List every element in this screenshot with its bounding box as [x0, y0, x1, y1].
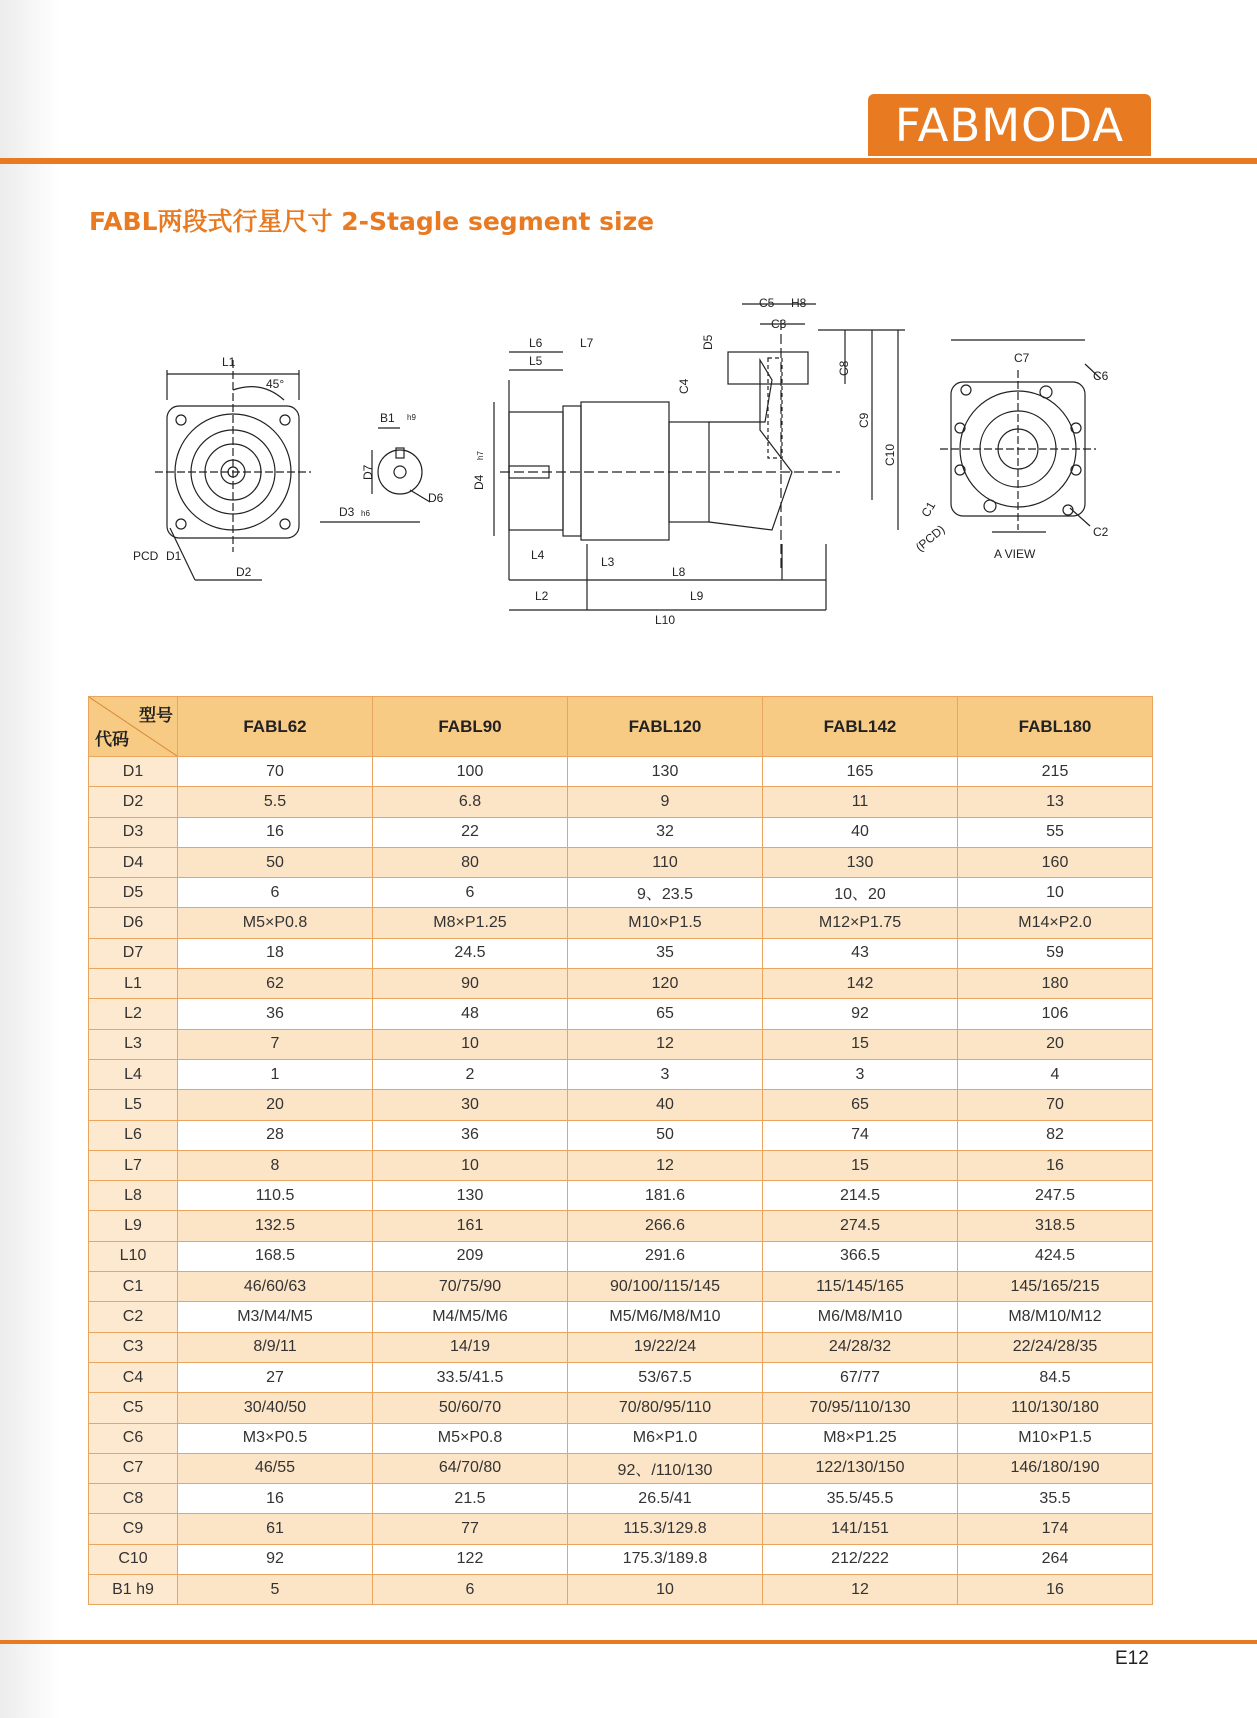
side-view: [494, 304, 905, 610]
table-cell: 10: [958, 878, 1153, 908]
table-cell: 50/60/70: [373, 1393, 568, 1423]
footer-rule: [0, 1640, 1257, 1644]
label-h9: h9: [407, 413, 416, 422]
table-cell: M8/M10/M12: [958, 1302, 1153, 1332]
row-code: C4: [89, 1362, 178, 1392]
table-cell: 92: [178, 1544, 373, 1574]
table-cell: 22: [373, 817, 568, 847]
label-l5: L5: [529, 354, 543, 368]
table-row: [89, 878, 1153, 908]
table-cell: M10×P1.5: [568, 908, 763, 938]
section-title: FABL两段式行星尺寸 2-Stagle segment size: [89, 207, 655, 236]
table-cell: 16: [958, 1150, 1153, 1180]
table-cell: 16: [178, 1484, 373, 1514]
table-cell: 181.6: [568, 1181, 763, 1211]
label-45: 45°: [266, 377, 285, 391]
table-cell: 424.5: [958, 1241, 1153, 1271]
table-cell: 6: [178, 878, 373, 908]
row-code: D3: [89, 817, 178, 847]
row-code: C7: [89, 1453, 178, 1483]
table-cell: 106: [958, 999, 1153, 1029]
table-cell: 130: [568, 757, 763, 787]
table-cell: 22/24/28/35: [958, 1332, 1153, 1362]
table-cell: 215: [958, 757, 1153, 787]
table-cell: M5/M6/M8/M10: [568, 1302, 763, 1332]
row-code: D6: [89, 908, 178, 938]
label-h6: h6: [361, 509, 370, 518]
table-row: [89, 817, 1153, 847]
table-cell: 32: [568, 817, 763, 847]
table-cell: 70/80/95/110: [568, 1393, 763, 1423]
table-cell: 366.5: [763, 1241, 958, 1271]
table-cell: 209: [373, 1241, 568, 1271]
label-c4: C4: [677, 378, 691, 394]
spec-table-body: [89, 757, 1153, 1605]
table-row: [89, 1150, 1153, 1180]
table-cell: 9、23.5: [568, 878, 763, 908]
table-cell: 24/28/32: [763, 1332, 958, 1362]
table-cell: 10: [373, 1029, 568, 1059]
table-cell: 65: [568, 999, 763, 1029]
label-b1: B1: [380, 411, 395, 425]
spec-table: [88, 696, 1153, 1605]
table-cell: 318.5: [958, 1211, 1153, 1241]
table-cell: 21.5: [373, 1484, 568, 1514]
corner-model-label: 型号: [139, 706, 173, 725]
label-c2: C2: [1093, 525, 1109, 539]
label-c6: C6: [1093, 369, 1109, 383]
table-cell: 168.5: [178, 1241, 373, 1271]
table-cell: 74: [763, 1120, 958, 1150]
table-cell: 274.5: [763, 1211, 958, 1241]
table-header-row: [89, 697, 1153, 757]
table-cell: 50: [568, 1120, 763, 1150]
table-cell: 6: [373, 878, 568, 908]
table-cell: 115.3/129.8: [568, 1514, 763, 1544]
page-edge-shade: [0, 0, 60, 1718]
table-cell: 40: [763, 817, 958, 847]
table-row: [89, 1484, 1153, 1514]
table-cell: 12: [568, 1150, 763, 1180]
label-l2: L2: [535, 589, 549, 603]
table-cell: 120: [568, 969, 763, 999]
table-cell: 46/55: [178, 1453, 373, 1483]
table-cell: 90: [373, 969, 568, 999]
row-code: L7: [89, 1150, 178, 1180]
table-cell: M3/M4/M5: [178, 1302, 373, 1332]
label-l4: L4: [531, 548, 545, 562]
row-code: C8: [89, 1484, 178, 1514]
table-cell: M5×P0.8: [178, 908, 373, 938]
table-cell: M6/M8/M10: [763, 1302, 958, 1332]
row-code: L2: [89, 999, 178, 1029]
table-cell: 70/75/90: [373, 1272, 568, 1302]
table-cell: 15: [763, 1029, 958, 1059]
table-cell: 61: [178, 1514, 373, 1544]
table-cell: 80: [373, 847, 568, 877]
table-row: [89, 1090, 1153, 1120]
table-cell: 30/40/50: [178, 1393, 373, 1423]
table-row: [89, 1302, 1153, 1332]
table-cell: 12: [763, 1575, 958, 1605]
table-row: [89, 999, 1153, 1029]
model-header: FABL62: [178, 697, 373, 757]
table-cell: 8/9/11: [178, 1332, 373, 1362]
label-c8: C8: [837, 360, 851, 376]
table-cell: 70: [178, 757, 373, 787]
label-c7: C7: [1014, 351, 1030, 365]
table-cell: 10、20: [763, 878, 958, 908]
table-cell: 9: [568, 787, 763, 817]
row-code: C5: [89, 1393, 178, 1423]
table-row: [89, 1120, 1153, 1150]
table-cell: 84.5: [958, 1362, 1153, 1392]
table-row: [89, 787, 1153, 817]
row-code: L8: [89, 1181, 178, 1211]
row-code: C10: [89, 1544, 178, 1574]
table-cell: 132.5: [178, 1211, 373, 1241]
table-row: [89, 1211, 1153, 1241]
table-cell: 100: [373, 757, 568, 787]
table-cell: 264: [958, 1544, 1153, 1574]
table-row: [89, 938, 1153, 968]
label-d6: D6: [428, 491, 444, 505]
table-cell: 266.6: [568, 1211, 763, 1241]
label-d5: D5: [701, 334, 715, 350]
table-cell: 19/22/24: [568, 1332, 763, 1362]
label-c9: C9: [857, 412, 871, 428]
table-cell: M12×P1.75: [763, 908, 958, 938]
table-cell: 70/95/110/130: [763, 1393, 958, 1423]
table-cell: 30: [373, 1090, 568, 1120]
table-row: [89, 969, 1153, 999]
table-cell: 122: [373, 1544, 568, 1574]
table-cell: 110.5: [178, 1181, 373, 1211]
table-cell: 247.5: [958, 1181, 1153, 1211]
table-cell: 165: [763, 757, 958, 787]
label-a-view: A VIEW: [994, 547, 1036, 561]
label-l9: L9: [690, 589, 704, 603]
table-cell: M4/M5/M6: [373, 1302, 568, 1332]
label-d2: D2: [236, 565, 252, 579]
table-cell: 110/130/180: [958, 1393, 1153, 1423]
table-cell: 161: [373, 1211, 568, 1241]
table-cell: M14×P2.0: [958, 908, 1153, 938]
row-code: C3: [89, 1332, 178, 1362]
table-cell: 28: [178, 1120, 373, 1150]
table-row: [89, 1393, 1153, 1423]
row-code: C6: [89, 1423, 178, 1453]
table-cell: 160: [958, 847, 1153, 877]
table-row: [89, 1575, 1153, 1605]
table-cell: 24.5: [373, 938, 568, 968]
table-cell: 62: [178, 969, 373, 999]
table-cell: M3×P0.5: [178, 1423, 373, 1453]
label-l10: L10: [655, 613, 676, 627]
table-cell: 43: [763, 938, 958, 968]
label-pcd: PCD: [133, 549, 159, 563]
table-cell: 50: [178, 847, 373, 877]
table-cell: 46/60/63: [178, 1272, 373, 1302]
table-cell: 35.5/45.5: [763, 1484, 958, 1514]
table-cell: 70: [958, 1090, 1153, 1120]
table-cell: 36: [373, 1120, 568, 1150]
table-cell: 92: [763, 999, 958, 1029]
label-l3: L3: [601, 555, 615, 569]
row-code: D5: [89, 878, 178, 908]
table-cell: 130: [763, 847, 958, 877]
table-cell: 27: [178, 1362, 373, 1392]
table-row: [89, 1181, 1153, 1211]
label-d3: D3: [339, 505, 355, 519]
row-code: L5: [89, 1090, 178, 1120]
table-row: [89, 1514, 1153, 1544]
table-cell: 122/130/150: [763, 1453, 958, 1483]
table-cell: 3: [568, 1059, 763, 1089]
label-d4: D4: [472, 474, 486, 490]
shaft-end-view: [320, 428, 430, 522]
table-cell: 59: [958, 938, 1153, 968]
label-h7: h7: [476, 451, 485, 460]
table-cell: 6.8: [373, 787, 568, 817]
table-cell: 92、/110/130: [568, 1453, 763, 1483]
table-cell: 1: [178, 1059, 373, 1089]
label-l6: L6: [529, 336, 543, 350]
table-cell: 115/145/165: [763, 1272, 958, 1302]
table-cell: M8×P1.25: [763, 1423, 958, 1453]
table-cell: 110: [568, 847, 763, 877]
table-cell: M5×P0.8: [373, 1423, 568, 1453]
table-cell: 212/222: [763, 1544, 958, 1574]
header-rule: [0, 158, 1257, 164]
table-cell: 5: [178, 1575, 373, 1605]
table-cell: 146/180/190: [958, 1453, 1153, 1483]
table-row: [89, 1029, 1153, 1059]
row-code: L4: [89, 1059, 178, 1089]
table-cell: 6: [373, 1575, 568, 1605]
table-cell: 40: [568, 1090, 763, 1120]
technical-drawing: [0, 280, 1257, 640]
table-cell: 65: [763, 1090, 958, 1120]
table-cell: 2: [373, 1059, 568, 1089]
label-d7: D7: [361, 464, 375, 480]
table-cell: M8×P1.25: [373, 908, 568, 938]
table-corner-cell: [89, 697, 178, 757]
table-cell: 8: [178, 1150, 373, 1180]
model-header: FABL180: [958, 697, 1153, 757]
label-c3: C3: [771, 317, 787, 331]
table-cell: 55: [958, 817, 1153, 847]
label-l1: L1: [222, 355, 236, 369]
table-cell: 174: [958, 1514, 1153, 1544]
table-cell: 35: [568, 938, 763, 968]
table-cell: 35.5: [958, 1484, 1153, 1514]
table-cell: M10×P1.5: [958, 1423, 1153, 1453]
front-flange-view: [155, 360, 311, 580]
brand-logo: FABMODA: [868, 94, 1151, 156]
table-cell: M6×P1.0: [568, 1423, 763, 1453]
page-number: E12: [1115, 1648, 1149, 1669]
table-cell: 141/151: [763, 1514, 958, 1544]
table-cell: 64/70/80: [373, 1453, 568, 1483]
table-cell: 11: [763, 787, 958, 817]
table-cell: 18: [178, 938, 373, 968]
table-cell: 67/77: [763, 1362, 958, 1392]
table-cell: 20: [178, 1090, 373, 1120]
table-cell: 142: [763, 969, 958, 999]
row-code: L6: [89, 1120, 178, 1150]
model-header: FABL120: [568, 697, 763, 757]
table-cell: 14/19: [373, 1332, 568, 1362]
table-cell: 26.5/41: [568, 1484, 763, 1514]
table-cell: 33.5/41.5: [373, 1362, 568, 1392]
table-cell: 20: [958, 1029, 1153, 1059]
table-cell: 291.6: [568, 1241, 763, 1271]
table-row: [89, 1453, 1153, 1483]
label-l7: L7: [580, 336, 594, 350]
row-code: L10: [89, 1241, 178, 1271]
table-row: [89, 1544, 1153, 1574]
row-code: L1: [89, 969, 178, 999]
drawing-svg: [0, 280, 1257, 640]
label-c1: C1: [918, 499, 939, 520]
table-row: [89, 1059, 1153, 1089]
table-cell: 175.3/189.8: [568, 1544, 763, 1574]
table-cell: 3: [763, 1059, 958, 1089]
label-h8: H8: [791, 296, 807, 310]
row-code: D4: [89, 847, 178, 877]
table-cell: 90/100/115/145: [568, 1272, 763, 1302]
table-cell: 12: [568, 1029, 763, 1059]
row-code: C2: [89, 1302, 178, 1332]
row-code: D1: [89, 757, 178, 787]
table-cell: 10: [568, 1575, 763, 1605]
table-cell: 16: [958, 1575, 1153, 1605]
table-row: [89, 1362, 1153, 1392]
row-code: B1 h9: [89, 1575, 178, 1605]
table-cell: 5.5: [178, 787, 373, 817]
table-cell: 77: [373, 1514, 568, 1544]
row-code: L3: [89, 1029, 178, 1059]
table-row: [89, 1423, 1153, 1453]
label-c5: C5: [759, 296, 775, 310]
a-view: [940, 340, 1100, 532]
table-cell: 36: [178, 999, 373, 1029]
table-row: [89, 1241, 1153, 1271]
label-l8: L8: [672, 565, 686, 579]
table-cell: 180: [958, 969, 1153, 999]
table-cell: 82: [958, 1120, 1153, 1150]
table-row: [89, 757, 1153, 787]
table-row: [89, 908, 1153, 938]
table-cell: 16: [178, 817, 373, 847]
corner-code-label: 代码: [95, 730, 129, 749]
table-cell: 214.5: [763, 1181, 958, 1211]
table-row: [89, 1332, 1153, 1362]
table-row: [89, 1272, 1153, 1302]
label-d1: D1: [166, 549, 182, 563]
model-header: FABL142: [763, 697, 958, 757]
row-code: C9: [89, 1514, 178, 1544]
table-cell: 145/165/215: [958, 1272, 1153, 1302]
row-code: D2: [89, 787, 178, 817]
table-cell: 4: [958, 1059, 1153, 1089]
row-code: L9: [89, 1211, 178, 1241]
table-row: [89, 847, 1153, 877]
row-code: C1: [89, 1272, 178, 1302]
table-cell: 48: [373, 999, 568, 1029]
table-cell: 13: [958, 787, 1153, 817]
table-cell: 15: [763, 1150, 958, 1180]
label-c10: C10: [883, 443, 897, 466]
table-cell: 7: [178, 1029, 373, 1059]
table-cell: 10: [373, 1150, 568, 1180]
label-pcd-paren: (PCD): [912, 522, 948, 555]
table-cell: 130: [373, 1181, 568, 1211]
model-header: FABL90: [373, 697, 568, 757]
table-cell: 53/67.5: [568, 1362, 763, 1392]
row-code: D7: [89, 938, 178, 968]
